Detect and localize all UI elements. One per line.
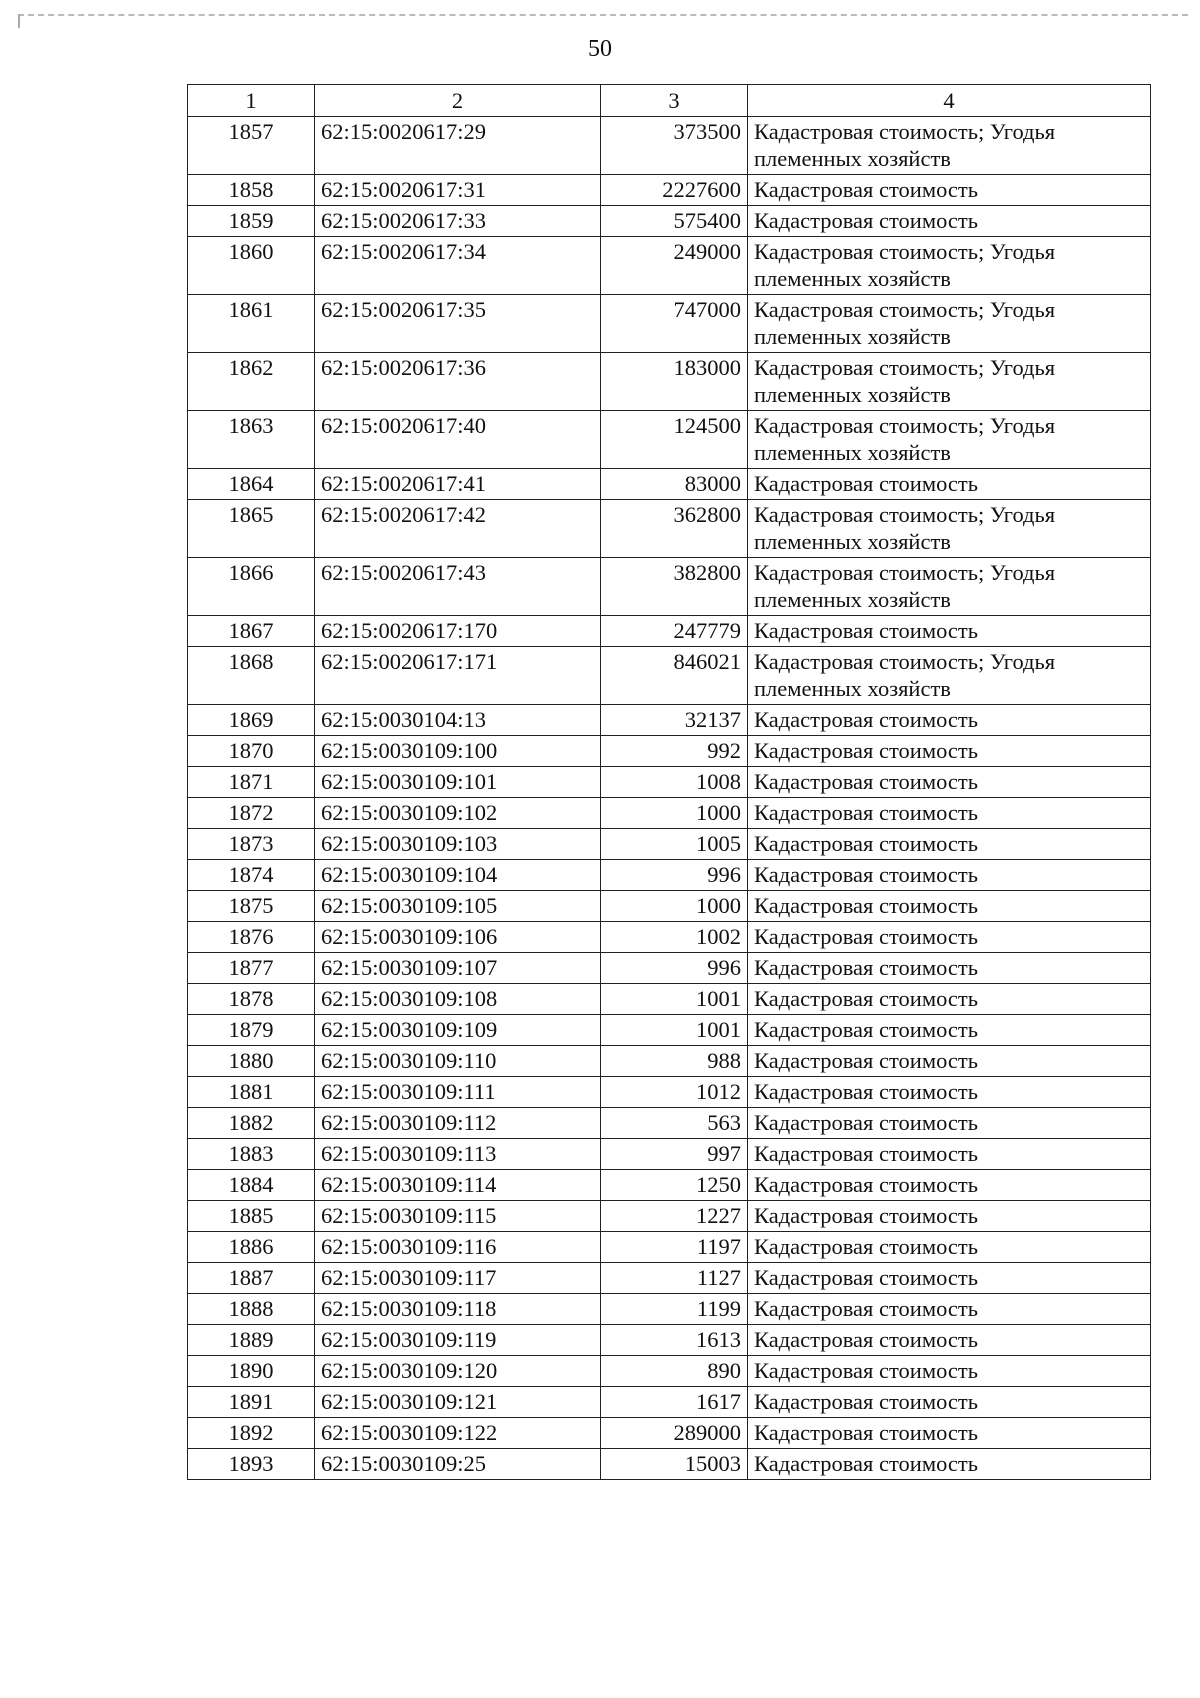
table-row [188, 353, 1151, 411]
cadastral-number: 62:15:0020617:33 [315, 206, 601, 237]
description: Кадастровая стоимость [748, 705, 1151, 736]
cadastral-value: 1199 [601, 1294, 748, 1325]
cadastral-number: 62:15:0030109:105 [315, 891, 601, 922]
cadastral-value: 988 [601, 1046, 748, 1077]
row-number: 1890 [188, 1356, 315, 1387]
row-number: 1888 [188, 1294, 315, 1325]
cadastral-number: 62:15:0030109:102 [315, 798, 601, 829]
cadastral-number: 62:15:0030109:112 [315, 1108, 601, 1139]
table-row [188, 705, 1151, 736]
description: Кадастровая стоимость [748, 1077, 1151, 1108]
row-number: 1868 [188, 647, 315, 705]
cadastral-number: 62:15:0030109:108 [315, 984, 601, 1015]
table-row [188, 1294, 1151, 1325]
cadastral-number: 62:15:0030109:114 [315, 1170, 601, 1201]
cadastral-value: 747000 [601, 295, 748, 353]
row-number: 1874 [188, 860, 315, 891]
table-row [188, 1108, 1151, 1139]
cadastral-number: 62:15:0020617:36 [315, 353, 601, 411]
description: Кадастровая стоимость [748, 829, 1151, 860]
description: Кадастровая стоимость [748, 1325, 1151, 1356]
description: Кадастровая стоимость [748, 175, 1151, 206]
cadastral-number: 62:15:0020617:34 [315, 237, 601, 295]
row-number: 1873 [188, 829, 315, 860]
cadastral-value: 563 [601, 1108, 748, 1139]
table-row [188, 411, 1151, 469]
row-number: 1859 [188, 206, 315, 237]
cadastral-value: 15003 [601, 1449, 748, 1480]
row-number: 1883 [188, 1139, 315, 1170]
description: Кадастровая стоимость [748, 1387, 1151, 1418]
row-number: 1893 [188, 1449, 315, 1480]
cadastral-value: 1001 [601, 984, 748, 1015]
cadastral-number: 62:15:0030109:115 [315, 1201, 601, 1232]
cadastral-value: 1008 [601, 767, 748, 798]
table-row [188, 647, 1151, 705]
table-row [188, 953, 1151, 984]
table-row [188, 1449, 1151, 1480]
scan-edge-mark [18, 14, 20, 28]
row-number: 1880 [188, 1046, 315, 1077]
cadastral-value: 890 [601, 1356, 748, 1387]
table-row [188, 736, 1151, 767]
description: Кадастровая стоимость [748, 1263, 1151, 1294]
row-number: 1892 [188, 1418, 315, 1449]
table-row [188, 237, 1151, 295]
table-row [188, 1046, 1151, 1077]
row-number: 1887 [188, 1263, 315, 1294]
cadastral-number: 62:15:0030109:100 [315, 736, 601, 767]
row-number: 1882 [188, 1108, 315, 1139]
cadastral-value: 1197 [601, 1232, 748, 1263]
row-number: 1879 [188, 1015, 315, 1046]
table-row [188, 891, 1151, 922]
table-row [188, 1139, 1151, 1170]
table-row [188, 469, 1151, 500]
table-row [188, 767, 1151, 798]
description: Кадастровая стоимость [748, 1170, 1151, 1201]
table-row [188, 500, 1151, 558]
row-number: 1869 [188, 705, 315, 736]
description: Кадастровая стоимость [748, 206, 1151, 237]
table-row [188, 175, 1151, 206]
description: Кадастровая стоимость [748, 953, 1151, 984]
cadastral-value: 1000 [601, 798, 748, 829]
header-col-2: 2 [315, 85, 601, 117]
description: Кадастровая стоимость; Угодья племенных хозяйств [748, 353, 1151, 411]
cadastral-number: 62:15:0030109:107 [315, 953, 601, 984]
cadastral-value: 996 [601, 953, 748, 984]
cadastral-value: 1127 [601, 1263, 748, 1294]
cadastral-number: 62:15:0020617:40 [315, 411, 601, 469]
table-row [188, 860, 1151, 891]
cadastral-value: 1001 [601, 1015, 748, 1046]
row-number: 1884 [188, 1170, 315, 1201]
table-row [188, 1356, 1151, 1387]
description: Кадастровая стоимость; Угодья племенных хозяйств [748, 558, 1151, 616]
description: Кадастровая стоимость [748, 1449, 1151, 1480]
description: Кадастровая стоимость; Угодья племенных хозяйств [748, 647, 1151, 705]
table-body [188, 117, 1151, 1480]
row-number: 1870 [188, 736, 315, 767]
description: Кадастровая стоимость [748, 1015, 1151, 1046]
cadastral-value: 997 [601, 1139, 748, 1170]
cadastral-value: 1250 [601, 1170, 748, 1201]
cadastral-number: 62:15:0030109:122 [315, 1418, 601, 1449]
cadastral-number: 62:15:0030109:103 [315, 829, 601, 860]
cadastral-value: 575400 [601, 206, 748, 237]
description: Кадастровая стоимость; Угодья племенных хозяйств [748, 500, 1151, 558]
description: Кадастровая стоимость [748, 616, 1151, 647]
row-number: 1861 [188, 295, 315, 353]
cadastral-number: 62:15:0030109:101 [315, 767, 601, 798]
cadastral-number: 62:15:0020617:170 [315, 616, 601, 647]
cadastral-number: 62:15:0030109:110 [315, 1046, 601, 1077]
cadastral-value: 247779 [601, 616, 748, 647]
cadastral-value: 362800 [601, 500, 748, 558]
header-col-1: 1 [188, 85, 315, 117]
description: Кадастровая стоимость; Угодья племенных хозяйств [748, 411, 1151, 469]
row-number: 1864 [188, 469, 315, 500]
row-number: 1866 [188, 558, 315, 616]
table-row [188, 206, 1151, 237]
cadastral-number: 62:15:0030109:116 [315, 1232, 601, 1263]
cadastral-value: 1002 [601, 922, 748, 953]
table-row [188, 1263, 1151, 1294]
cadastral-value: 183000 [601, 353, 748, 411]
row-number: 1881 [188, 1077, 315, 1108]
cadastral-number: 62:15:0030109:104 [315, 860, 601, 891]
description: Кадастровая стоимость [748, 922, 1151, 953]
table-row [188, 1201, 1151, 1232]
cadastral-value: 289000 [601, 1418, 748, 1449]
description: Кадастровая стоимость [748, 469, 1151, 500]
cadastral-number: 62:15:0030109:117 [315, 1263, 601, 1294]
table-row [188, 829, 1151, 860]
table-row [188, 1418, 1151, 1449]
row-number: 1885 [188, 1201, 315, 1232]
description: Кадастровая стоимость [748, 1139, 1151, 1170]
table-row [188, 295, 1151, 353]
description: Кадастровая стоимость [748, 1232, 1151, 1263]
description: Кадастровая стоимость; Угодья племенных хозяйств [748, 117, 1151, 175]
cadastral-number: 62:15:0030109:109 [315, 1015, 601, 1046]
row-number: 1862 [188, 353, 315, 411]
description: Кадастровая стоимость [748, 860, 1151, 891]
page-number: 50 [588, 36, 612, 62]
cadastral-number: 62:15:0030109:106 [315, 922, 601, 953]
row-number: 1867 [188, 616, 315, 647]
description: Кадастровая стоимость; Угодья племенных хозяйств [748, 237, 1151, 295]
cadastral-value: 1227 [601, 1201, 748, 1232]
cadastral-value: 249000 [601, 237, 748, 295]
cadastral-number: 62:15:0030109:119 [315, 1325, 601, 1356]
header-col-4: 4 [748, 85, 1151, 117]
cadastral-value: 846021 [601, 647, 748, 705]
row-number: 1878 [188, 984, 315, 1015]
table-row [188, 616, 1151, 647]
description: Кадастровая стоимость [748, 736, 1151, 767]
description: Кадастровая стоимость [748, 1294, 1151, 1325]
cadastral-number: 62:15:0030109:111 [315, 1077, 601, 1108]
cadastral-value: 124500 [601, 411, 748, 469]
cadastral-value: 83000 [601, 469, 748, 500]
row-number: 1886 [188, 1232, 315, 1263]
cadastral-number: 62:15:0020617:35 [315, 295, 601, 353]
description: Кадастровая стоимость [748, 1046, 1151, 1077]
description: Кадастровая стоимость [748, 984, 1151, 1015]
description: Кадастровая стоимость [748, 1356, 1151, 1387]
cadastral-number: 62:15:0020617:41 [315, 469, 601, 500]
scan-edge-line [18, 14, 1188, 16]
header-row [188, 85, 1151, 117]
cadastral-value: 1000 [601, 891, 748, 922]
cadastral-value: 1613 [601, 1325, 748, 1356]
table-row [188, 117, 1151, 175]
cadastral-value: 1617 [601, 1387, 748, 1418]
row-number: 1876 [188, 922, 315, 953]
row-number: 1871 [188, 767, 315, 798]
table-row [188, 1077, 1151, 1108]
row-number: 1877 [188, 953, 315, 984]
cadastral-number: 62:15:0030109:120 [315, 1356, 601, 1387]
table-row [188, 1232, 1151, 1263]
cadastral-value: 992 [601, 736, 748, 767]
cadastral-number: 62:15:0020617:171 [315, 647, 601, 705]
table-row [188, 1387, 1151, 1418]
header-col-3: 3 [601, 85, 748, 117]
table-row [188, 558, 1151, 616]
row-number: 1891 [188, 1387, 315, 1418]
cadastral-number: 62:15:0030109:118 [315, 1294, 601, 1325]
cadastral-value: 1012 [601, 1077, 748, 1108]
cadastral-value: 32137 [601, 705, 748, 736]
cadastral-value: 2227600 [601, 175, 748, 206]
cadastral-number: 62:15:0020617:29 [315, 117, 601, 175]
table-row [188, 922, 1151, 953]
description: Кадастровая стоимость [748, 1418, 1151, 1449]
cadastral-number: 62:15:0030109:121 [315, 1387, 601, 1418]
table-row [188, 1015, 1151, 1046]
row-number: 1857 [188, 117, 315, 175]
table-row [188, 1325, 1151, 1356]
row-number: 1865 [188, 500, 315, 558]
description: Кадастровая стоимость [748, 798, 1151, 829]
cadastral-value: 1005 [601, 829, 748, 860]
row-number: 1860 [188, 237, 315, 295]
cadastral-number: 62:15:0020617:31 [315, 175, 601, 206]
table-row [188, 984, 1151, 1015]
cadastral-number: 62:15:0030104:13 [315, 705, 601, 736]
cadastral-value: 382800 [601, 558, 748, 616]
description: Кадастровая стоимость; Угодья племенных хозяйств [748, 295, 1151, 353]
description: Кадастровая стоимость [748, 891, 1151, 922]
registry-table [187, 84, 1151, 1480]
row-number: 1889 [188, 1325, 315, 1356]
row-number: 1875 [188, 891, 315, 922]
description: Кадастровая стоимость [748, 1108, 1151, 1139]
row-number: 1863 [188, 411, 315, 469]
table-row [188, 798, 1151, 829]
description: Кадастровая стоимость [748, 767, 1151, 798]
cadastral-number: 62:15:0020617:42 [315, 500, 601, 558]
cadastral-value: 996 [601, 860, 748, 891]
table-row [188, 1170, 1151, 1201]
cadastral-number: 62:15:0030109:25 [315, 1449, 601, 1480]
cadastral-number: 62:15:0020617:43 [315, 558, 601, 616]
cadastral-number: 62:15:0030109:113 [315, 1139, 601, 1170]
row-number: 1858 [188, 175, 315, 206]
cadastral-value: 373500 [601, 117, 748, 175]
row-number: 1872 [188, 798, 315, 829]
description: Кадастровая стоимость [748, 1201, 1151, 1232]
